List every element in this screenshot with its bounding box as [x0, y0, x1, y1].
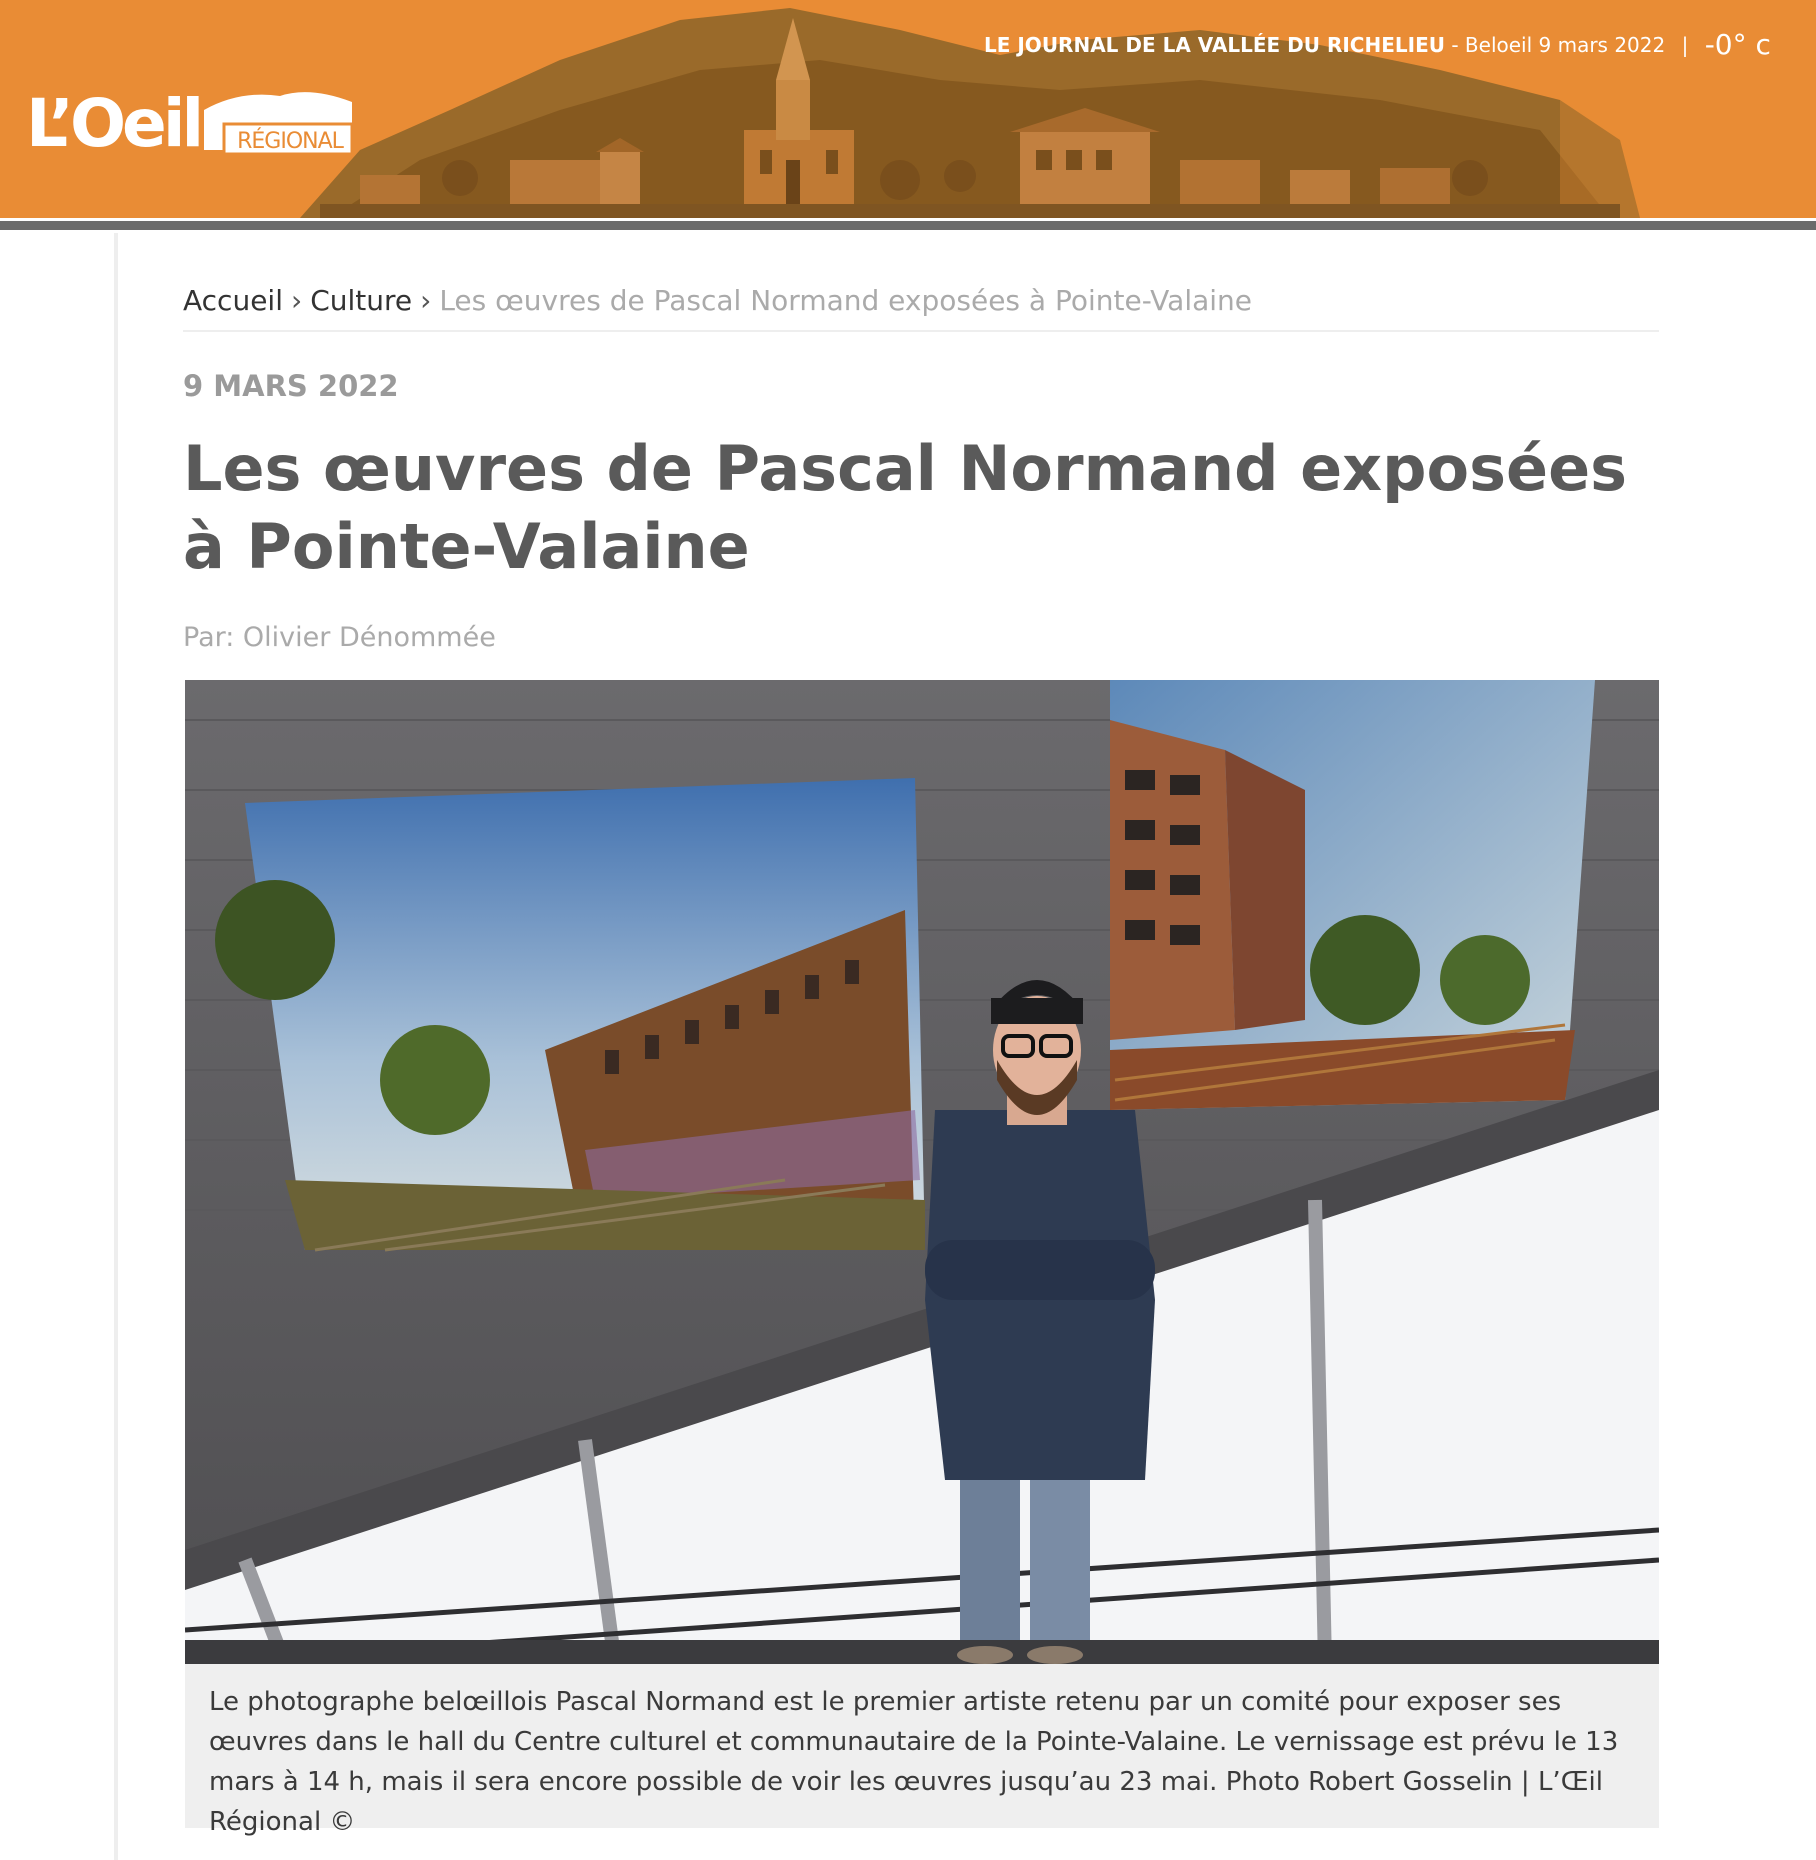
chevron-right-icon: ›: [420, 284, 432, 317]
breadcrumb-home-link[interactable]: Accueil: [183, 284, 283, 317]
banner-divider: [0, 218, 1816, 230]
site-banner: [0, 0, 1816, 218]
location-date: - Beloeil 9 mars 2022: [1451, 33, 1666, 57]
content-left-border: [114, 233, 118, 1860]
journal-name: LE JOURNAL DE LA VALLÉE DU RICHELIEU: [984, 33, 1445, 57]
chevron-right-icon: ›: [290, 284, 303, 317]
breadcrumb: [183, 280, 1659, 332]
photo-illustration: [185, 680, 1659, 1664]
logo-wordmark: L’Oeil: [26, 85, 201, 162]
header-info-line: [984, 28, 1771, 62]
breadcrumb-culture-link[interactable]: Culture: [310, 284, 413, 317]
article-photo[interactable]: [185, 680, 1659, 1664]
header-separator: |: [1681, 33, 1689, 57]
temperature-readout: -0° c: [1704, 28, 1771, 61]
breadcrumb-current: Les œuvres de Pascal Normand exposées à Pointe-Valaine: [439, 284, 1253, 317]
article-byline: Par: Olivier Dénommée: [183, 622, 496, 653]
photo-caption: Le photographe belœillois Pascal Normand est le premier artiste retenu par un comité pour exposer ses œuvres dans le hall du Centre culturel et communautaire de la Pointe-Valaine. Le vernissage est prévu le 13 mars à 14 h, mais il sera encore possible de voir les œuvres jusqu’au 23 mai. Photo Robert Gosselin | L’Œil Régional ©: [185, 1664, 1659, 1828]
logo-subtitle: RÉGIONAL: [237, 129, 343, 154]
article-date: 9 MARS 2022: [183, 369, 399, 403]
article-title: Les œuvres de Pascal Normand exposées à Pointe-Valaine: [183, 432, 1628, 583]
